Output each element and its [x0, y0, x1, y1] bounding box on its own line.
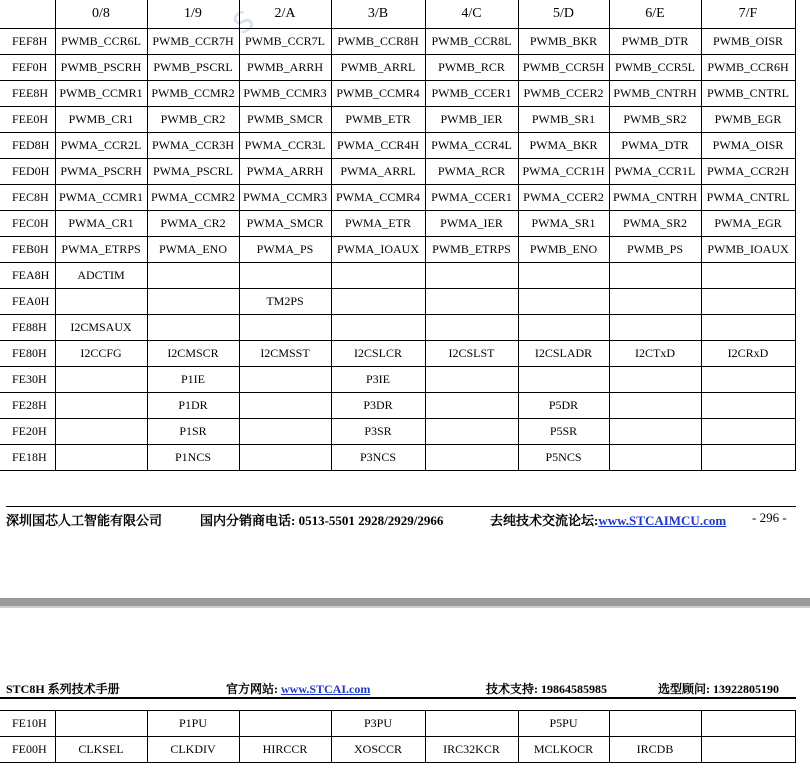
register-cell: IRCDB: [609, 737, 701, 763]
register-cell: PWMA_SMCR: [239, 210, 331, 236]
register-cell: PWMB_CCMR2: [147, 80, 239, 106]
register-cell: P1NCS: [147, 444, 239, 470]
register-cell: [609, 288, 701, 314]
register-cell: PWMB_CCR8L: [425, 28, 518, 54]
register-cell: XOSCCR: [331, 737, 425, 763]
register-cell: PWMA_PSCRL: [147, 158, 239, 184]
column-header: 2/A: [239, 0, 331, 28]
register-address: FEB0H: [0, 236, 55, 262]
register-row: [0, 314, 795, 340]
site-link[interactable]: www.STCAI.com: [281, 682, 371, 696]
register-cell: PWMB_IOAUX: [701, 236, 795, 262]
register-cell: PWMA_CR1: [55, 210, 147, 236]
register-cell: [331, 314, 425, 340]
register-cell: PWMA_DTR: [609, 132, 701, 158]
register-cell: PWMA_CCER1: [425, 184, 518, 210]
register-cell: [425, 314, 518, 340]
register-address: FEA8H: [0, 262, 55, 288]
register-cell: PWMB_CR1: [55, 106, 147, 132]
register-cell: PWMB_CCR5H: [518, 54, 609, 80]
register-address: FEC0H: [0, 210, 55, 236]
register-cell: PWMB_ARRL: [331, 54, 425, 80]
register-cell: I2CMSAUX: [55, 314, 147, 340]
register-cell: [518, 262, 609, 288]
register-cell: P1DR: [147, 392, 239, 418]
register-cell: [425, 262, 518, 288]
register-address: FE18H: [0, 444, 55, 470]
register-cell: P1PU: [147, 711, 239, 737]
register-cell: PWMA_ARRL: [331, 158, 425, 184]
register-cell: P3NCS: [331, 444, 425, 470]
register-cell: P1SR: [147, 418, 239, 444]
register-cell: [518, 366, 609, 392]
register-cell: [701, 711, 795, 737]
register-cell: PWMB_CCR6L: [55, 28, 147, 54]
register-row: [0, 737, 795, 763]
register-address: FEE8H: [0, 80, 55, 106]
register-cell: [701, 418, 795, 444]
register-cell: P5NCS: [518, 444, 609, 470]
register-cell: [609, 711, 701, 737]
register-cell: [239, 711, 331, 737]
register-address: FE30H: [0, 366, 55, 392]
register-address: FEE0H: [0, 106, 55, 132]
register-cell: [425, 288, 518, 314]
official-site: [226, 680, 370, 697]
register-cell: PWMB_OISR: [701, 28, 795, 54]
register-cell: PWMB_CCER1: [425, 80, 518, 106]
register-cell: PWMB_CNTRL: [701, 80, 795, 106]
register-cell: PWMA_CCR4H: [331, 132, 425, 158]
register-cell: P5PU: [518, 711, 609, 737]
register-address: FED8H: [0, 132, 55, 158]
page-number: - 296 -: [752, 510, 787, 525]
register-cell: [609, 444, 701, 470]
register-cell: [701, 366, 795, 392]
column-header: 1/9: [147, 0, 239, 28]
register-cell: PWMB_CCR8H: [331, 28, 425, 54]
register-cell: [239, 314, 331, 340]
register-cell: [609, 392, 701, 418]
watermark-glyph: S: [226, 3, 261, 41]
column-header-row: [0, 0, 795, 28]
forum-label: [490, 510, 726, 529]
register-address: FEA0H: [0, 288, 55, 314]
register-cell: P3IE: [331, 366, 425, 392]
register-address: FE80H: [0, 340, 55, 366]
register-cell: PWMB_SMCR: [239, 106, 331, 132]
register-cell: PWMA_PSCRH: [55, 158, 147, 184]
register-cell: [609, 262, 701, 288]
register-cell: [239, 262, 331, 288]
register-row: [0, 184, 795, 210]
register-cell: [147, 262, 239, 288]
register-cell: CLKDIV: [147, 737, 239, 763]
register-cell: PWMA_BKR: [518, 132, 609, 158]
register-cell: PWMB_CNTRH: [609, 80, 701, 106]
register-cell: PWMB_CR2: [147, 106, 239, 132]
register-cell: MCLKOCR: [518, 737, 609, 763]
register-address: FEF8H: [0, 28, 55, 54]
register-cell: PWMA_CCMR3: [239, 184, 331, 210]
register-cell: PWMB_EGR: [701, 106, 795, 132]
site-label: 官方网站:: [226, 682, 281, 696]
register-cell: P3SR: [331, 418, 425, 444]
register-cell: [55, 711, 147, 737]
register-cell: PWMA_CCR1H: [518, 158, 609, 184]
register-cell: [425, 392, 518, 418]
register-cell: PWMA_CNTRH: [609, 184, 701, 210]
register-cell: [701, 392, 795, 418]
manual-title: STC8H 系列技术手册: [6, 682, 120, 696]
register-cell: PWMA_CCER2: [518, 184, 609, 210]
register-cell: I2CCFG: [55, 340, 147, 366]
register-cell: PWMB_IER: [425, 106, 518, 132]
register-cell: [609, 418, 701, 444]
register-address: FEF0H: [0, 54, 55, 80]
register-cell: [425, 444, 518, 470]
register-cell: PWMB_ETR: [331, 106, 425, 132]
register-cell: PWMB_CCMR3: [239, 80, 331, 106]
register-cell: PWMB_ENO: [518, 236, 609, 262]
corner-cell: [0, 0, 55, 28]
register-cell: PWMA_CR2: [147, 210, 239, 236]
register-cell: P1IE: [147, 366, 239, 392]
register-cell: PWMB_DTR: [609, 28, 701, 54]
register-cell: PWMA_PS: [239, 236, 331, 262]
selection-advisor: 选型顾问: 13922805190: [658, 682, 779, 696]
register-row: [0, 711, 795, 737]
forum-link[interactable]: www.STCAIMCU.com: [598, 513, 727, 528]
register-row: [0, 340, 795, 366]
register-cell: [425, 418, 518, 444]
footer-rule: [6, 506, 796, 507]
register-cell: [701, 737, 795, 763]
register-cell: [147, 314, 239, 340]
register-row: [0, 236, 795, 262]
register-cell: ADCTIM: [55, 262, 147, 288]
register-cell: I2CSLST: [425, 340, 518, 366]
register-cell: PWMA_ARRH: [239, 158, 331, 184]
register-cell: PWMA_SR2: [609, 210, 701, 236]
register-cell: PWMA_CCR2H: [701, 158, 795, 184]
register-address: FE28H: [0, 392, 55, 418]
register-cell: [55, 366, 147, 392]
register-cell: PWMA_RCR: [425, 158, 518, 184]
register-row: [0, 288, 795, 314]
register-cell: [331, 262, 425, 288]
register-cell: PWMB_CCER2: [518, 80, 609, 106]
register-cell: [518, 288, 609, 314]
register-cell: PWMB_CCMR4: [331, 80, 425, 106]
register-cell: [518, 314, 609, 340]
register-row: [0, 210, 795, 236]
register-cell: P3DR: [331, 392, 425, 418]
register-cell: P5DR: [518, 392, 609, 418]
register-cell: PWMA_CCMR2: [147, 184, 239, 210]
register-address: FE88H: [0, 314, 55, 340]
column-header: 5/D: [518, 0, 609, 28]
register-address: FEC8H: [0, 184, 55, 210]
register-cell: TM2PS: [239, 288, 331, 314]
register-cell: I2CSLADR: [518, 340, 609, 366]
register-cell: I2CMSCR: [147, 340, 239, 366]
register-cell: [425, 366, 518, 392]
register-cell: IRC32KCR: [425, 737, 518, 763]
register-cell: [55, 288, 147, 314]
register-table-bottom: [0, 710, 796, 763]
register-cell: PWMA_IER: [425, 210, 518, 236]
register-cell: PWMB_RCR: [425, 54, 518, 80]
register-row: [0, 366, 795, 392]
header-rule: [0, 697, 796, 699]
register-address: FE10H: [0, 711, 55, 737]
register-cell: PWMA_ENO: [147, 236, 239, 262]
forum-label-text: 去纯技术交流论坛:: [490, 513, 599, 528]
register-cell: [609, 366, 701, 392]
register-address: FED0H: [0, 158, 55, 184]
register-cell: PWMB_ETRPS: [425, 236, 518, 262]
register-cell: PWMA_CCR1L: [609, 158, 701, 184]
distributor-phone: 国内分销商电话: 0513-5501 2928/2929/2966: [200, 513, 444, 528]
column-header: 3/B: [331, 0, 425, 28]
register-cell: [55, 418, 147, 444]
column-header: 7/F: [701, 0, 795, 28]
register-row: [0, 80, 795, 106]
register-cell: PWMA_SR1: [518, 210, 609, 236]
page-break-shadow: [0, 606, 810, 608]
register-cell: [239, 392, 331, 418]
register-cell: PWMA_CCMR4: [331, 184, 425, 210]
register-cell: PWMA_CNTRL: [701, 184, 795, 210]
register-cell: [701, 314, 795, 340]
page-break-band: [0, 598, 810, 606]
register-cell: PWMA_CCMR1: [55, 184, 147, 210]
column-header: 0/8: [55, 0, 147, 28]
company-name: 深圳国芯人工智能有限公司: [6, 513, 163, 528]
register-row: [0, 262, 795, 288]
column-header: 4/C: [425, 0, 518, 28]
register-cell: I2CSLCR: [331, 340, 425, 366]
register-cell: CLKSEL: [55, 737, 147, 763]
register-cell: PWMA_CCR3L: [239, 132, 331, 158]
register-row: [0, 444, 795, 470]
register-cell: PWMB_SR2: [609, 106, 701, 132]
register-cell: PWMA_ETRPS: [55, 236, 147, 262]
register-cell: PWMB_CCR7H: [147, 28, 239, 54]
register-cell: I2CTxD: [609, 340, 701, 366]
register-cell: [331, 288, 425, 314]
register-row: [0, 106, 795, 132]
register-row: [0, 54, 795, 80]
register-cell: PWMB_PSCRL: [147, 54, 239, 80]
register-cell: PWMB_PSCRH: [55, 54, 147, 80]
register-cell: PWMA_ETR: [331, 210, 425, 236]
register-cell: P3PU: [331, 711, 425, 737]
register-cell: PWMA_EGR: [701, 210, 795, 236]
column-header: 6/E: [609, 0, 701, 28]
register-cell: [425, 711, 518, 737]
register-row: [0, 28, 795, 54]
register-cell: PWMA_CCR4L: [425, 132, 518, 158]
register-row: [0, 392, 795, 418]
register-cell: [239, 418, 331, 444]
register-cell: HIRCCR: [239, 737, 331, 763]
register-cell: [239, 444, 331, 470]
register-cell: PWMB_BKR: [518, 28, 609, 54]
register-cell: [701, 288, 795, 314]
register-row: [0, 418, 795, 444]
register-cell: PWMB_PS: [609, 236, 701, 262]
register-cell: PWMB_CCR7L: [239, 28, 331, 54]
register-cell: [701, 262, 795, 288]
register-cell: PWMA_IOAUX: [331, 236, 425, 262]
register-cell: [239, 366, 331, 392]
register-cell: PWMB_CCMR1: [55, 80, 147, 106]
register-cell: [147, 288, 239, 314]
register-row: [0, 158, 795, 184]
register-cell: [55, 444, 147, 470]
register-cell: I2CMSST: [239, 340, 331, 366]
register-cell: [609, 314, 701, 340]
register-address: FE00H: [0, 737, 55, 763]
register-cell: I2CRxD: [701, 340, 795, 366]
register-cell: [701, 444, 795, 470]
register-row: [0, 132, 795, 158]
register-address: FE20H: [0, 418, 55, 444]
register-cell: PWMA_CCR3H: [147, 132, 239, 158]
register-cell: PWMA_OISR: [701, 132, 795, 158]
register-cell: PWMB_ARRH: [239, 54, 331, 80]
tech-support: 技术支持: 19864585985: [486, 682, 607, 696]
register-cell: PWMA_CCR2L: [55, 132, 147, 158]
register-cell: [55, 392, 147, 418]
register-cell: PWMB_SR1: [518, 106, 609, 132]
register-cell: PWMB_CCR6H: [701, 54, 795, 80]
register-cell: P5SR: [518, 418, 609, 444]
register-cell: PWMB_CCR5L: [609, 54, 701, 80]
